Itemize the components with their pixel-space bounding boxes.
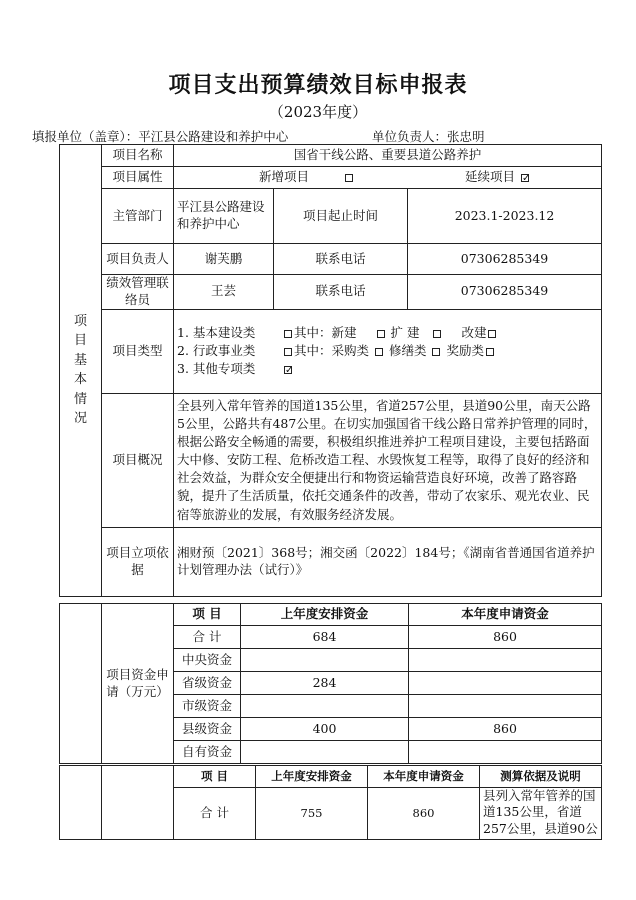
period-label: 项目起止时间	[274, 189, 408, 244]
attr-new-checkbox[interactable]	[345, 174, 353, 182]
funds-header-curr: 本年度申请资金	[409, 604, 602, 626]
detail-section-blank-2	[102, 766, 174, 840]
funds-row-prev: 284	[241, 672, 409, 695]
detail-header-curr: 本年度申请资金	[368, 766, 480, 788]
funds-row-prev	[241, 695, 409, 718]
contact-phone-value: 07306285349	[408, 275, 602, 310]
basis-label: 项目立项依据	[102, 527, 174, 596]
leader-phone-label: 联系电话	[274, 244, 408, 275]
detail-basis-text: 县列入常年管养的国道135公里，省道257公里，县道90公	[480, 788, 602, 840]
type-rebuild-label: 改建	[461, 325, 487, 341]
type-expand-label: 扩 建	[390, 325, 420, 341]
leader-value: 谢芙鹏	[174, 244, 274, 275]
type-rebuild-checkbox[interactable]	[488, 330, 496, 338]
funds-row-label: 自有资金	[174, 741, 241, 764]
funds-row-curr: 860	[409, 626, 602, 649]
contact-phone-label: 联系电话	[274, 275, 408, 310]
detail-table	[59, 765, 602, 840]
type-special: 3. 其他专项类	[177, 361, 256, 377]
funds-row-label: 省级资金	[174, 672, 241, 695]
funds-row-prev: 684	[241, 626, 409, 649]
funds-row-curr	[409, 741, 602, 764]
project-name-label: 项目名称	[102, 145, 174, 167]
page-subtitle: （2023年度）	[268, 103, 368, 121]
funds-header-item: 项 目	[174, 604, 241, 626]
funds-section-label: 项目资金申请（万元）	[102, 604, 174, 764]
type-construction-checkbox[interactable]	[284, 330, 292, 338]
type-special-checkbox[interactable]: ✓	[285, 364, 294, 376]
funds-row-label: 市级资金	[174, 695, 241, 718]
overview-label: 项目概况	[102, 393, 174, 527]
overview-text: 全县列入常年管养的国道135公里，省道257公里，县道90公里，南天公路5公里，公路共有487公里。在切实加强国省干线公路日常养护管理的同时，根据公路安全畅通的需要，积极组织推进养护工程项目建设，主要包括路面大中修、安防工程、危桥改造工程、水毁恢复工程等，取得了良好的经济和社会效益，为群众安全便捷出行和物资运输营造良好环境，改善了路容路貌，提升了生活质量，依托交通条件的改善，带动了农家乐、观光农业、民宿等旅游业的发展，有效服务经济发展。	[174, 393, 602, 527]
type-reward-checkbox[interactable]	[486, 348, 494, 356]
dept-label: 主管部门	[102, 189, 174, 244]
funds-row-curr	[409, 695, 602, 718]
project-attr-value	[174, 167, 602, 189]
project-type-label: 项目类型	[102, 309, 174, 393]
type-admin-checkbox[interactable]	[284, 348, 292, 356]
funds-row-prev	[241, 741, 409, 764]
contact-label: 绩效管理联络员	[102, 275, 174, 310]
type-reward-label: 奖励类	[446, 343, 484, 359]
unit-responsible: 单位负责人：张忠明	[372, 129, 485, 144]
project-attr-label: 项目属性	[102, 167, 174, 189]
type-repair-label: 修缮类	[388, 343, 427, 359]
type-expand-checkbox[interactable]	[433, 330, 441, 338]
detail-total-label: 合 计	[174, 788, 256, 840]
filling-unit: 填报单位（盖章）：平江县公路建设和养护中心	[32, 129, 289, 144]
type-admin-sub: 其中：采购类	[294, 343, 370, 359]
type-purchase-checkbox[interactable]	[375, 348, 383, 356]
funds-row-label: 合 计	[174, 626, 241, 649]
funds-row-curr: 860	[409, 718, 602, 741]
funds-section-blank	[60, 604, 102, 764]
type-construction: 1. 基本建设类	[177, 325, 256, 341]
funds-row-prev: 400	[241, 718, 409, 741]
detail-total-curr: 860	[368, 788, 480, 840]
type-admin: 2. 行政事业类	[177, 343, 256, 359]
attr-continue-label: 延续项目	[464, 169, 515, 185]
project-type-options	[174, 309, 602, 393]
detail-section-blank	[60, 766, 102, 840]
type-repair-checkbox[interactable]	[432, 348, 440, 356]
dept-value: 平江县公路建设和养护中心	[174, 189, 274, 244]
funds-table	[59, 603, 602, 764]
funds-row-prev	[241, 649, 409, 672]
filler-line	[32, 127, 485, 145]
funds-header-prev: 上年度安排资金	[241, 604, 409, 626]
page-title: 项目支出预算绩效目标申报表	[168, 73, 468, 98]
detail-header-item: 项 目	[174, 766, 256, 788]
funds-row-curr	[409, 649, 602, 672]
type-construction-sub: 其中：新建	[294, 325, 357, 341]
funds-row-label: 县级资金	[174, 718, 241, 741]
basis-text: 湘财预〔2021〕368号；湘交函〔2022〕184号；《湖南省普通国省道养护计划管理办法（试行）》	[174, 527, 602, 596]
leader-label: 项目负责人	[102, 244, 174, 275]
period-value: 2023.1-2023.12	[408, 189, 602, 244]
detail-total-prev: 755	[256, 788, 368, 840]
detail-header-prev: 上年度安排资金	[256, 766, 368, 788]
basic-info-table	[59, 144, 602, 597]
detail-header-basis: 测算依据及说明	[480, 766, 602, 788]
funds-row-label: 中央资金	[174, 649, 241, 672]
attr-new-label: 新增项目	[259, 169, 310, 185]
leader-phone-value: 07306285349	[408, 244, 602, 275]
basic-section-label: 项 目 基 本 情 况	[60, 145, 102, 597]
project-name-value: 国省干线公路、重要县道公路养护	[174, 145, 602, 167]
type-new-checkbox[interactable]	[377, 330, 385, 338]
attr-continue-checkbox[interactable]: ✓	[521, 172, 531, 184]
funds-row-curr	[409, 672, 602, 695]
contact-value: 王芸	[174, 275, 274, 310]
